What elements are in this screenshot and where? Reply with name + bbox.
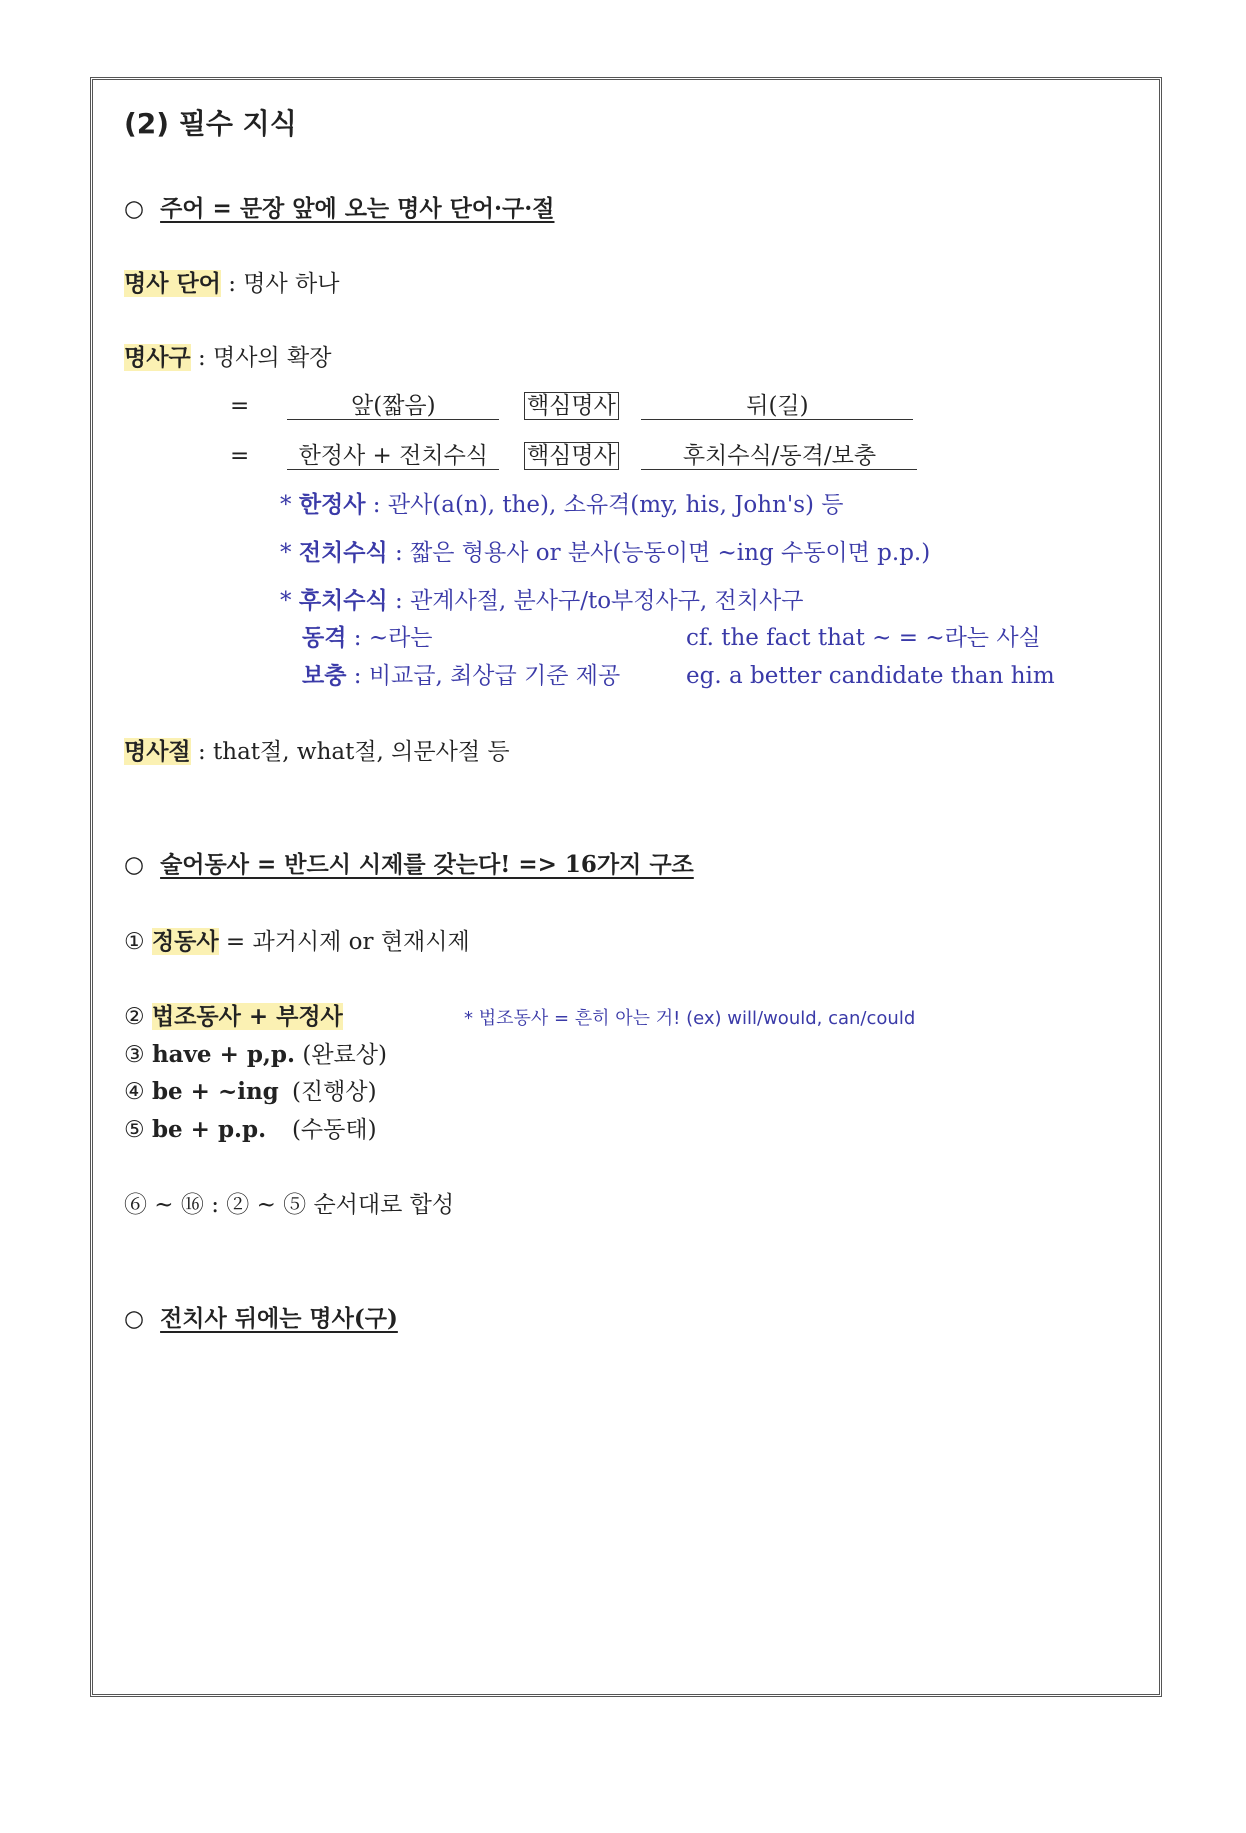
note-star: * — [280, 588, 292, 614]
back-blank: 뒤(길) — [641, 390, 913, 420]
modal-note: * 법조동사 = 흔히 아는 거! (ex) will/would, can/could — [464, 1008, 916, 1029]
section3-heading-text: 전치사 뒤에는 명사(구) — [160, 1305, 398, 1332]
complement-term: 보충 — [302, 662, 347, 689]
item-term: be + p.p. — [151, 1116, 267, 1143]
verb-item-2 — [124, 1001, 343, 1033]
noun-phrase-sep: : — [190, 345, 214, 371]
note-desc: 짧은 형용사 or 분사(능동이면 ~ing 수동이면 p.p.) — [410, 540, 931, 566]
core-noun-box: 핵심명사 — [524, 442, 619, 470]
back-blank: 후치수식/동격/보충 — [641, 440, 917, 470]
noun-word-line — [124, 268, 339, 300]
verb-item-5 — [124, 1114, 377, 1146]
equals-sign: = — [230, 443, 250, 469]
appositive-sep: : — [346, 625, 369, 651]
item-number: ⑤ — [124, 1117, 145, 1143]
appositive-example: cf. the fact that ~ = ~라는 사실 — [686, 625, 1041, 651]
noun-phrase-line — [124, 342, 331, 374]
front-blank: 한정사 + 전치수식 — [287, 440, 499, 470]
structure-row-1 — [230, 390, 913, 422]
circle-marker: ○ — [124, 196, 145, 222]
section2-heading-text: 술어동사 = 반드시 시제를 갖는다! => 16가지 구조 — [160, 851, 694, 878]
structure-row-2 — [230, 440, 917, 472]
note-premodifier — [280, 537, 930, 569]
front-blank: 앞(짧음) — [287, 390, 499, 420]
complement-sep: : — [346, 663, 369, 689]
note-star: * — [280, 492, 292, 518]
appositive-term: 동격 — [302, 624, 347, 651]
note-term: 한정사 — [298, 491, 366, 518]
note-desc: 관계사절, 분사구/to부정사구, 전치사구 — [410, 588, 804, 614]
equals-sign: = — [230, 393, 250, 419]
noun-clause-desc: that절, what절, 의문사절 등 — [213, 739, 510, 765]
section3-heading — [124, 1303, 398, 1335]
note-term: 후치수식 — [298, 587, 388, 614]
verb-item-1 — [124, 926, 470, 958]
noun-phrase-term: 명사구 — [124, 344, 191, 371]
verb-item-4 — [124, 1076, 377, 1108]
complement-example: eg. a better candidate than him — [686, 663, 1055, 689]
item-number: ③ — [124, 1042, 145, 1068]
note-term: 전치수식 — [298, 539, 388, 566]
item-desc: = 과거시제 or 현재시제 — [218, 929, 470, 955]
verb-item-3 — [124, 1039, 387, 1071]
item-number: ④ — [124, 1079, 145, 1105]
item-term: 정동사 — [151, 928, 219, 955]
noun-phrase-desc: 명사의 확장 — [213, 345, 332, 371]
noun-clause-term: 명사절 — [124, 738, 191, 765]
note-sep: : — [387, 540, 411, 566]
note-sep: : — [365, 492, 388, 518]
note-desc: 관사(a(n), the), 소유격(my, his, John's) 등 — [387, 492, 844, 518]
note-sep: : — [387, 588, 411, 614]
appositive-line — [302, 622, 433, 654]
circle-marker: ○ — [124, 1306, 145, 1332]
item-desc: (진행상) — [291, 1079, 377, 1105]
note-determiner — [280, 489, 844, 521]
item-term: have + p,p. — [151, 1041, 296, 1068]
section2-heading — [124, 849, 694, 881]
section-title: (2) 필수 지식 — [124, 107, 297, 140]
verb-item-6: ⑥ ~ ⑯ : ② ~ ⑤ 순서대로 합성 — [124, 1192, 455, 1218]
item-desc: (완료상) — [302, 1042, 387, 1068]
appositive-desc: ~라는 — [368, 625, 433, 651]
item-desc: (수동태) — [291, 1117, 377, 1143]
note-star: * — [280, 540, 292, 566]
noun-clause-line — [124, 736, 510, 768]
note-postmodifier — [280, 585, 803, 617]
noun-word-sep: : — [220, 271, 244, 297]
section1-heading — [124, 193, 554, 225]
item-number: ② — [124, 1004, 145, 1030]
section1-heading-text: 주어 = 문장 앞에 오는 명사 단어·구·절 — [160, 195, 555, 222]
complement-line — [302, 660, 620, 692]
item-term: 법조동사 + 부정사 — [151, 1003, 343, 1030]
noun-clause-sep: : — [190, 739, 214, 765]
item-number: ① — [124, 929, 145, 955]
noun-word-term: 명사 단어 — [124, 270, 221, 297]
noun-word-desc: 명사 하나 — [243, 271, 340, 297]
page-frame — [90, 77, 1162, 1697]
core-noun-box: 핵심명사 — [524, 392, 619, 420]
circle-marker: ○ — [124, 852, 145, 878]
item-term: be + ~ing — [151, 1078, 279, 1105]
complement-desc: 비교급, 최상급 기준 제공 — [368, 663, 621, 689]
